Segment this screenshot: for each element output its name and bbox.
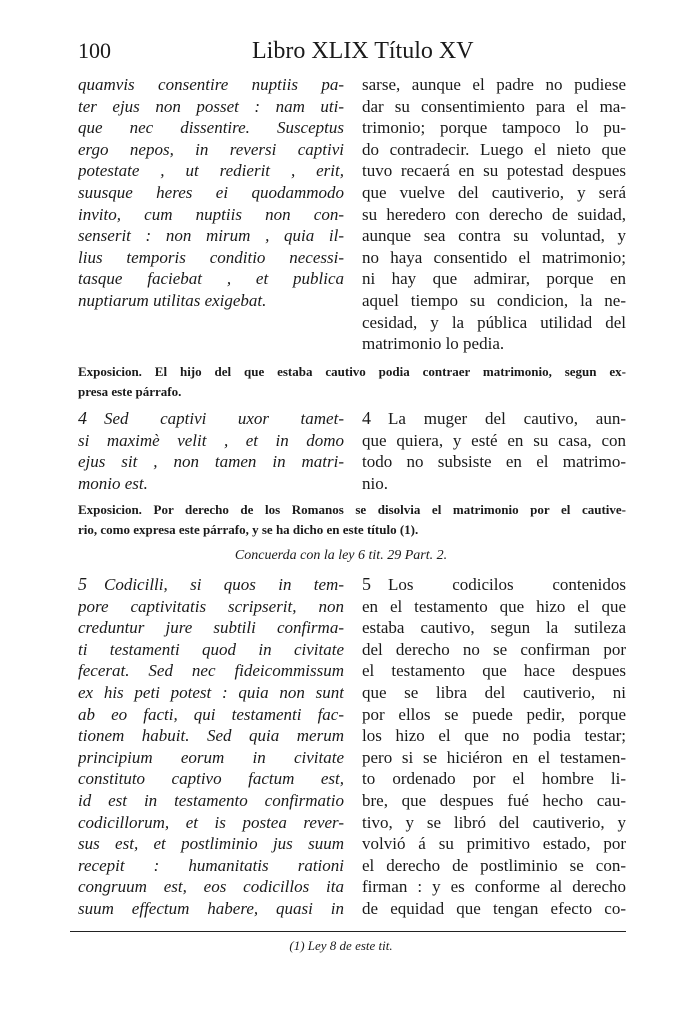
spanish-line: todo no subsiste en el matrimo- (362, 452, 626, 472)
spanish-line: estaba cautivo, segun la sutileza (362, 618, 626, 638)
section-number: 5 (362, 574, 371, 594)
section-number: 4 (78, 408, 87, 428)
concordance-note: Concuerda con la ley 6 tit. 29 Part. 2. (234, 548, 448, 563)
latin-line: ti testamenti quod in civitate (78, 639, 344, 659)
sec3-spanish-column (362, 74, 626, 355)
running-head: Libro XLIX Título XV (252, 38, 474, 64)
spanish-line: cesidad, y la pública utilidad del (362, 312, 626, 332)
spanish-line: trimonio; porque tampoco lo pu- (362, 118, 626, 138)
exposicion-line: Exposicion. Por derecho de los Romanos se disolvia el matrimonio por el cautive- (78, 502, 626, 517)
sec4-spanish-column (362, 408, 626, 494)
section-number: 4 (362, 408, 371, 428)
latin-line: monio est. (78, 473, 148, 493)
latin-line: si maximè velit , et in domo (78, 430, 344, 450)
section-number: 5 (78, 574, 87, 594)
latin-line: nuptiarum utilitas exigebat. (78, 290, 267, 310)
sec3-latin-column (78, 74, 344, 312)
latin-line: constituto captivo factum est, (78, 769, 344, 789)
sec5-spanish-column (362, 574, 626, 920)
latin-line: recepit : humanitatis rationi (78, 855, 344, 875)
spanish-line: firman : y es conforme al derecho (362, 877, 626, 897)
spanish-line: tivo, y se libró del cautiverio, y (362, 812, 626, 832)
spanish-line: el testamento que hace despues (362, 661, 626, 681)
spanish-line: por ellos se puede pedir, porque (362, 704, 626, 724)
latin-line: quamvis consentire nuptiis pa- (78, 75, 344, 94)
exposicion-line: presa este párrafo. (78, 384, 182, 399)
spanish-line: del derecho no se confirman por (362, 639, 626, 659)
latin-line: suum effectum habere, quasi in (78, 898, 344, 918)
spanish-line: en el testamento que hizo el que (362, 596, 626, 616)
spanish-line: matrimonio lo pedia. (362, 334, 505, 354)
latin-line: ex his peti potest : quia non sunt (78, 682, 344, 702)
latin-line: que nec dissentire. Susceptus (78, 118, 344, 138)
latin-line: ab eo facti, qui testamenti fac- (78, 704, 344, 724)
spanish-line (362, 574, 626, 596)
latin-line: ejus sit , non tamen in matri- (78, 452, 344, 472)
exposicion-1 (78, 362, 626, 402)
spanish-line: do contradecir. Luego el nieto que (362, 139, 626, 159)
latin-line: tionem habuit. Sed quia merum (78, 726, 344, 746)
latin-line (78, 574, 344, 596)
spanish-line (362, 408, 626, 430)
spanish-line: los hizo el que no podia testar; (362, 726, 626, 746)
spanish-line: pero si se hiciéron en el testamen- (362, 747, 626, 767)
sec4-latin-column (78, 408, 344, 494)
spanish-line: bre, que despues fué hecho cau- (362, 790, 626, 810)
latin-line: senserit : non mirum , quia il- (78, 226, 344, 246)
latin-line: lius temporis conditio necessi- (78, 247, 344, 267)
latin-line-text: Sed captivi uxor tamet- (104, 409, 344, 428)
latin-line: principium eorum in civitate (78, 747, 344, 767)
spanish-line-text: Los codicilos contenidos (388, 575, 626, 594)
spanish-line: aunque sea contra su voluntad, y (362, 226, 626, 246)
spanish-line: no haya consentido el matrimonio; (362, 247, 626, 267)
footnote-rule (70, 931, 626, 932)
exposicion-line: Exposicion. El hijo del que estaba cautivo podia contraer matrimonio, segun ex- (78, 364, 626, 379)
latin-line: invito, cum nuptiis non con- (78, 204, 344, 224)
spanish-line: su heredero con derecho de suidad, (362, 204, 626, 224)
spanish-line: volvió á su primitivo estado, por (362, 834, 626, 854)
latin-line: id est in testamento confirmatio (78, 790, 344, 810)
latin-line: ergo nepos, in reversi captivi (78, 139, 344, 159)
spanish-line: el derecho de postliminio se con- (362, 855, 626, 875)
latin-line: tasque faciebat , et publica (78, 269, 344, 289)
spanish-line: de equidad que tengan efecto co- (362, 898, 626, 918)
spanish-line: tuvo recaerá en su potestad despues (362, 161, 626, 181)
spanish-line: que se libra del cautiverio, ni (362, 682, 626, 702)
spanish-line-text: La muger del cautivo, aun- (388, 409, 626, 428)
exposicion-line: rio, como expresa este párrafo, y se ha dicho en este título (1). (78, 522, 419, 537)
spanish-line: nio. (362, 473, 388, 493)
latin-line: congruum est, eos codicillos ita (78, 877, 344, 897)
latin-line-text: Codicilli, si quos in tem- (104, 575, 344, 594)
spanish-line: dar su consentimiento para el ma- (362, 96, 626, 116)
spanish-line: que quiera, y esté en su casa, con (362, 430, 626, 450)
latin-line: potestate , ut redierit , erit, (78, 161, 344, 181)
footnote: (1) Ley 8 de este tit. (289, 938, 393, 953)
latin-line (78, 408, 344, 430)
spanish-line: to ordenado por el hombre li- (362, 769, 626, 789)
latin-line: codicillorum, et is postea rever- (78, 812, 344, 832)
sec5-latin-column (78, 574, 344, 920)
exposicion-2 (78, 500, 626, 540)
spanish-line: que vuelve del cautiverio, y será (362, 182, 626, 202)
latin-line: fecerat. Sed nec fideicommissum (78, 661, 344, 681)
spanish-line: aquel tiempo su condicion, la ne- (362, 290, 626, 310)
page-header (78, 38, 626, 68)
spanish-line: ni hay que admirar, porque en (362, 269, 626, 289)
page-number: 100 (78, 38, 111, 63)
spanish-line: sarse, aunque el padre no pudiese (362, 75, 626, 94)
latin-line: suusque heres ei quodammodo (78, 182, 344, 202)
latin-line: sus est, et postliminio jus suum (78, 834, 344, 854)
latin-line: pore captivitatis scripserit, non (78, 596, 344, 616)
latin-line: ter ejus non posset : nam uti- (78, 96, 344, 116)
latin-line: creduntur jure subtili confirma- (78, 618, 344, 638)
